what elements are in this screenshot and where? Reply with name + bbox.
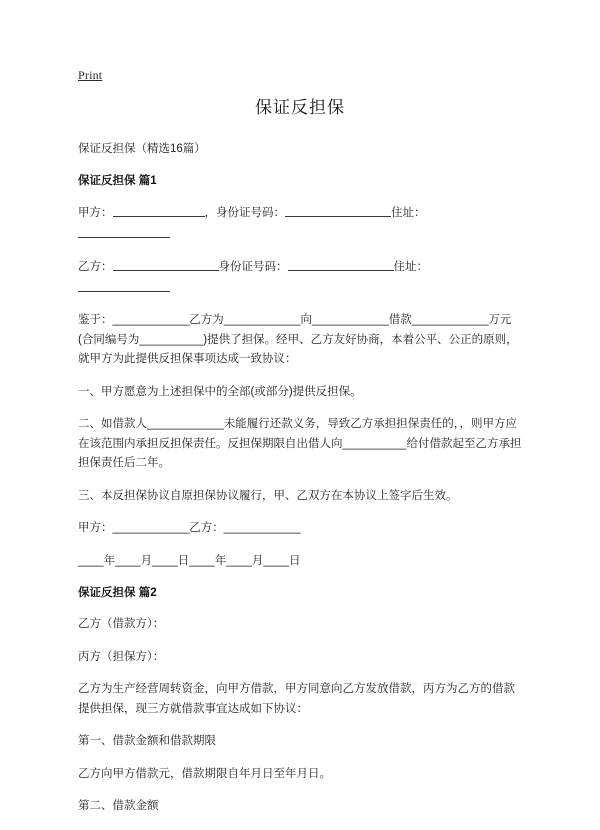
- document-body: [78, 96, 522, 830]
- party-b-name-blank[interactable]: [113, 257, 219, 271]
- party-b-label: 乙方：: [78, 261, 113, 273]
- p2-item-one-body: 乙方向甲方借款元，借款期限自年月日至年月日。: [78, 767, 331, 780]
- recital-paragraph: 鉴于：____________乙方为____________向____________借款____________万元(合同编号为__________)提供了担保。经甲、乙方友好协商，本着公平、公正的原则，就甲方为此提供反担保事项达成一致协议：: [78, 314, 518, 365]
- page-title: 保证反担保: [255, 98, 345, 117]
- p2-party-c-line: 丙方（担保方）：: [78, 650, 165, 663]
- print-link[interactable]: Print: [78, 68, 103, 82]
- p2-item-one-title: 第一、借款金额和借款期限: [78, 735, 216, 747]
- party-a-line: [78, 203, 522, 244]
- party-a-id-label: ，身份证号码：: [204, 207, 285, 219]
- party-a-address-blank[interactable]: [78, 224, 170, 238]
- clause-two: 二、如借款人____________未能履行还款义务，导致乙方承担担保责任的，，则甲方应在该范围内承担反担保责任。反担保期限自出借人向__________给付借款起至乙方承担担保责任后二年。: [78, 418, 522, 469]
- signature-line: 甲方：____________乙方：____________: [78, 522, 301, 534]
- section-heading-1: 保证反担保 篇1: [78, 175, 157, 187]
- party-a-name-blank[interactable]: [113, 203, 205, 217]
- p2-intro-paragraph: 乙方为生产经营周转资金，向甲方借款，甲方同意向乙方发放借款，丙方为乙方的借款提供担保，现三方就借款事宜达成如下协议：: [78, 683, 515, 715]
- clause-one: 一、甲方愿意为上述担保中的全部(或部分)提供反担保。: [78, 385, 362, 398]
- party-b-id-label: 身份证号码：: [218, 261, 288, 273]
- party-a-label: 甲方：: [78, 207, 113, 219]
- section-heading-2: 保证反担保 篇2: [78, 587, 157, 599]
- party-b-id-blank[interactable]: [288, 257, 394, 271]
- party-a-address-label: 住址：: [391, 207, 426, 219]
- p2-party-b-line: 乙方（借款方）：: [78, 618, 165, 630]
- party-b-address-blank[interactable]: [78, 278, 170, 292]
- party-a-id-blank[interactable]: [285, 203, 391, 217]
- date-line: ____年____月____日____年____月____日: [78, 554, 301, 567]
- party-b-line: [78, 257, 522, 298]
- document-subtitle: 保证反担保（精选16篇）: [78, 143, 206, 155]
- clause-three: 三、本反担保协议自原担保协议履行，甲、乙双方在本协议上签字后生效。: [78, 489, 458, 502]
- party-b-address-label: 住址：: [393, 261, 428, 273]
- p2-item-two-title: 第二、借款金额: [78, 800, 159, 812]
